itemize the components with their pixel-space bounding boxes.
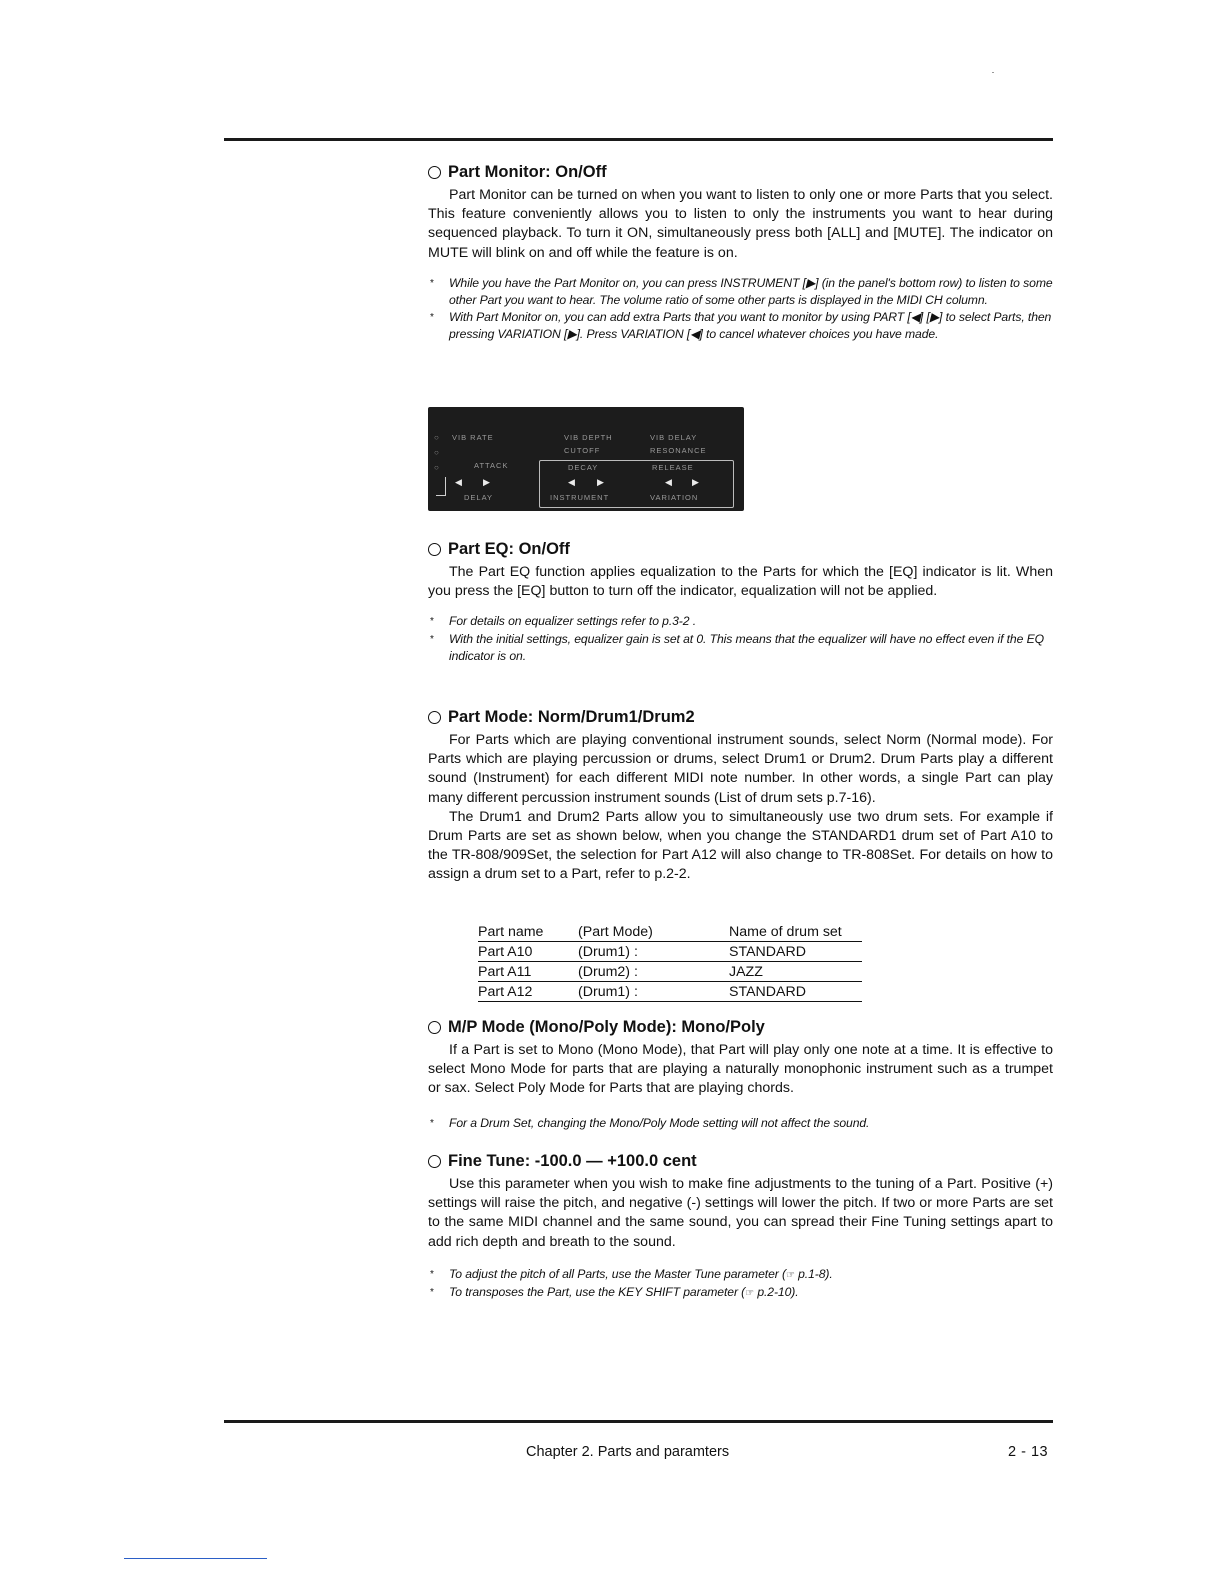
section-part-eq [428, 539, 1053, 665]
left-arrow-icon: ◀ [568, 477, 575, 487]
table-cell: JAZZ [729, 962, 862, 982]
note-item: * To adjust the pitch of all Parts, use the Master Tune parameter (☞ p.1-8). [428, 1266, 1053, 1284]
paragraph: The Drum1 and Drum2 Parts allow you to simultaneously use two drum sets. For example if Drum Parts are set as shown below, when you change the STANDARD1 drum set of Part A10 to the TR-808/909Set, the selection for Part A12 will also change to TR-808Set. For details on how to assign a drum set to a Part, refer to p.2-2. [428, 808, 1053, 883]
panel-label: RELEASE [652, 463, 694, 472]
table-header-cell: (Part Mode) [578, 922, 729, 942]
panel-label: RESONANCE [650, 446, 707, 455]
table-row [478, 982, 862, 1002]
note-list [428, 275, 1053, 344]
table-row [478, 962, 862, 982]
section-heading: M/P Mode (Mono/Poly Mode): Mono/Poly [428, 1017, 1053, 1037]
section-heading: Part EQ: On/Off [428, 539, 1053, 559]
paragraph: The Part EQ function applies equalization to the Parts for which the [EQ] indicator is lit. When you press the [EQ] button to turn off the indicator, equalization will not be applied. [428, 564, 1053, 600]
blue-underline [124, 1558, 267, 1559]
led-icon: ○ [434, 463, 439, 472]
table-row [478, 942, 862, 962]
circle-bullet-icon [428, 1155, 441, 1168]
note-item: * For a Drum Set, changing the Mono/Poly Mode setting will not affect the sound. [428, 1115, 1053, 1132]
table-header-cell: Part name [478, 922, 578, 942]
table-cell: Part A11 [478, 962, 578, 982]
note-item: * For details on equalizer settings refer to p.3-2 . [428, 613, 1053, 630]
table-cell: STANDARD [729, 942, 862, 962]
table-header-row [478, 922, 862, 942]
paragraph: Part Monitor can be turned on when you want to listen to only one or more Parts that you select. This feature conveniently allows you to listen to only the instruments you want to hear during sequenced playback. To turn it ON, simultaneously press both [ALL] and [MUTE]. The indicator on MUTE will blink on and off while the feature is on. [428, 187, 1053, 261]
section-heading: Part Monitor: On/Off [428, 162, 1053, 182]
panel-bracket [436, 477, 446, 496]
scan-mark [992, 72, 994, 73]
table-cell: (Drum1) : [578, 942, 729, 962]
note-item: * To transposes the Part, use the KEY SHIFT parameter (☞ p.2-10). [428, 1284, 1053, 1302]
note-list [428, 1115, 1053, 1132]
table-cell: Part A12 [478, 982, 578, 1002]
panel-label: ATTACK [474, 461, 509, 470]
panel-label: VIB RATE [452, 433, 494, 442]
left-arrow-icon: ◀ [455, 477, 462, 487]
right-arrow-icon: ▶ [483, 477, 490, 487]
note-list [428, 1266, 1053, 1302]
circle-bullet-icon [428, 166, 441, 179]
table-cell: Part A10 [478, 942, 578, 962]
panel-label: VIB DELAY [650, 433, 698, 442]
section-part-monitor [428, 162, 1053, 344]
note-item: * While you have the Part Monitor on, you can press INSTRUMENT [▶] (in the panel's bottom row) to listen to some other Part you want to hear. The volume ratio of some other parts is displayed in the MIDI CH column. [428, 275, 1053, 309]
led-icon: ○ [434, 448, 439, 457]
note-item: * With Part Monitor on, you can add extra Parts that you want to monitor by using PART [◀] [▶] to select Parts, then pressing VARIATION [▶]. Press VARIATION [◀] to cancel whatever choices you have made. [428, 309, 1053, 343]
note-item: * With the initial settings, equalizer gain is set at 0. This means that the equalizer will have no effect even if the EQ indicator is on. [428, 631, 1053, 665]
page-reference-icon: ☞ [785, 1269, 795, 1281]
circle-bullet-icon [428, 1021, 441, 1034]
section-heading: Fine Tune: -100.0 — +100.0 cent [428, 1151, 1053, 1171]
left-arrow-icon: ◀ [665, 477, 672, 487]
page-reference-icon: ☞ [745, 1288, 755, 1300]
right-arrow-icon: ▶ [597, 477, 604, 487]
table-cell: (Drum2) : [578, 962, 729, 982]
led-icon: ○ [434, 433, 439, 442]
bottom-rule [224, 1420, 1053, 1423]
section-fine-tune [428, 1151, 1053, 1302]
top-rule [224, 138, 1053, 141]
panel-label: VIB DEPTH [564, 433, 613, 442]
section-heading: Part Mode: Norm/Drum1/Drum2 [428, 707, 1053, 727]
table-cell: STANDARD [729, 982, 862, 1002]
paragraph: Use this parameter when you wish to make fine adjustments to the tuning of a Part. Positive (+) settings will raise the pitch, and negative (-) settings will lower the pitch. If two or more Parts are set to the same MIDI channel and the same sound, you can spread their Fine Tuning settings apart to add rich depth and breath to the sound. [428, 1176, 1053, 1250]
drum-set-table [478, 922, 862, 1002]
table-header-cell: Name of drum set [729, 922, 862, 942]
circle-bullet-icon [428, 543, 441, 556]
page-number: 2 - 13 [1008, 1444, 1049, 1460]
panel-label: INSTRUMENT [550, 493, 610, 502]
panel-label: DELAY [464, 493, 494, 502]
circle-bullet-icon [428, 711, 441, 724]
note-list [428, 613, 1053, 665]
paragraph: For Parts which are playing conventional instrument sounds, select Norm (Normal mode). For Parts which are playing percussion or drums, select Drum1 or Drum2. Drum Parts play a different sound (Instrument) for each different MIDI note number. In other words, a single Part can play many different percussion instrument sounds (List of drum sets p.7-16). [428, 732, 1053, 806]
footer-chapter-title: Chapter 2. Parts and paramters [526, 1444, 730, 1460]
right-arrow-icon: ▶ [692, 477, 699, 487]
paragraph: If a Part is set to Mono (Mono Mode), that Part will play only one note at a time. It is effective to select Mono Mode for parts that are playing a naturally monophonic instrument such as a trumpet or sax. Select Poly Mode for Parts that are playing chords. [428, 1042, 1053, 1097]
table-cell: (Drum1) : [578, 982, 729, 1002]
panel-label: DECAY [568, 463, 599, 472]
panel-label: CUTOFF [564, 446, 601, 455]
control-panel-image [428, 407, 744, 511]
panel-label: VARIATION [650, 493, 699, 502]
section-part-mode [428, 707, 1053, 885]
section-mp-mode [428, 1017, 1053, 1132]
